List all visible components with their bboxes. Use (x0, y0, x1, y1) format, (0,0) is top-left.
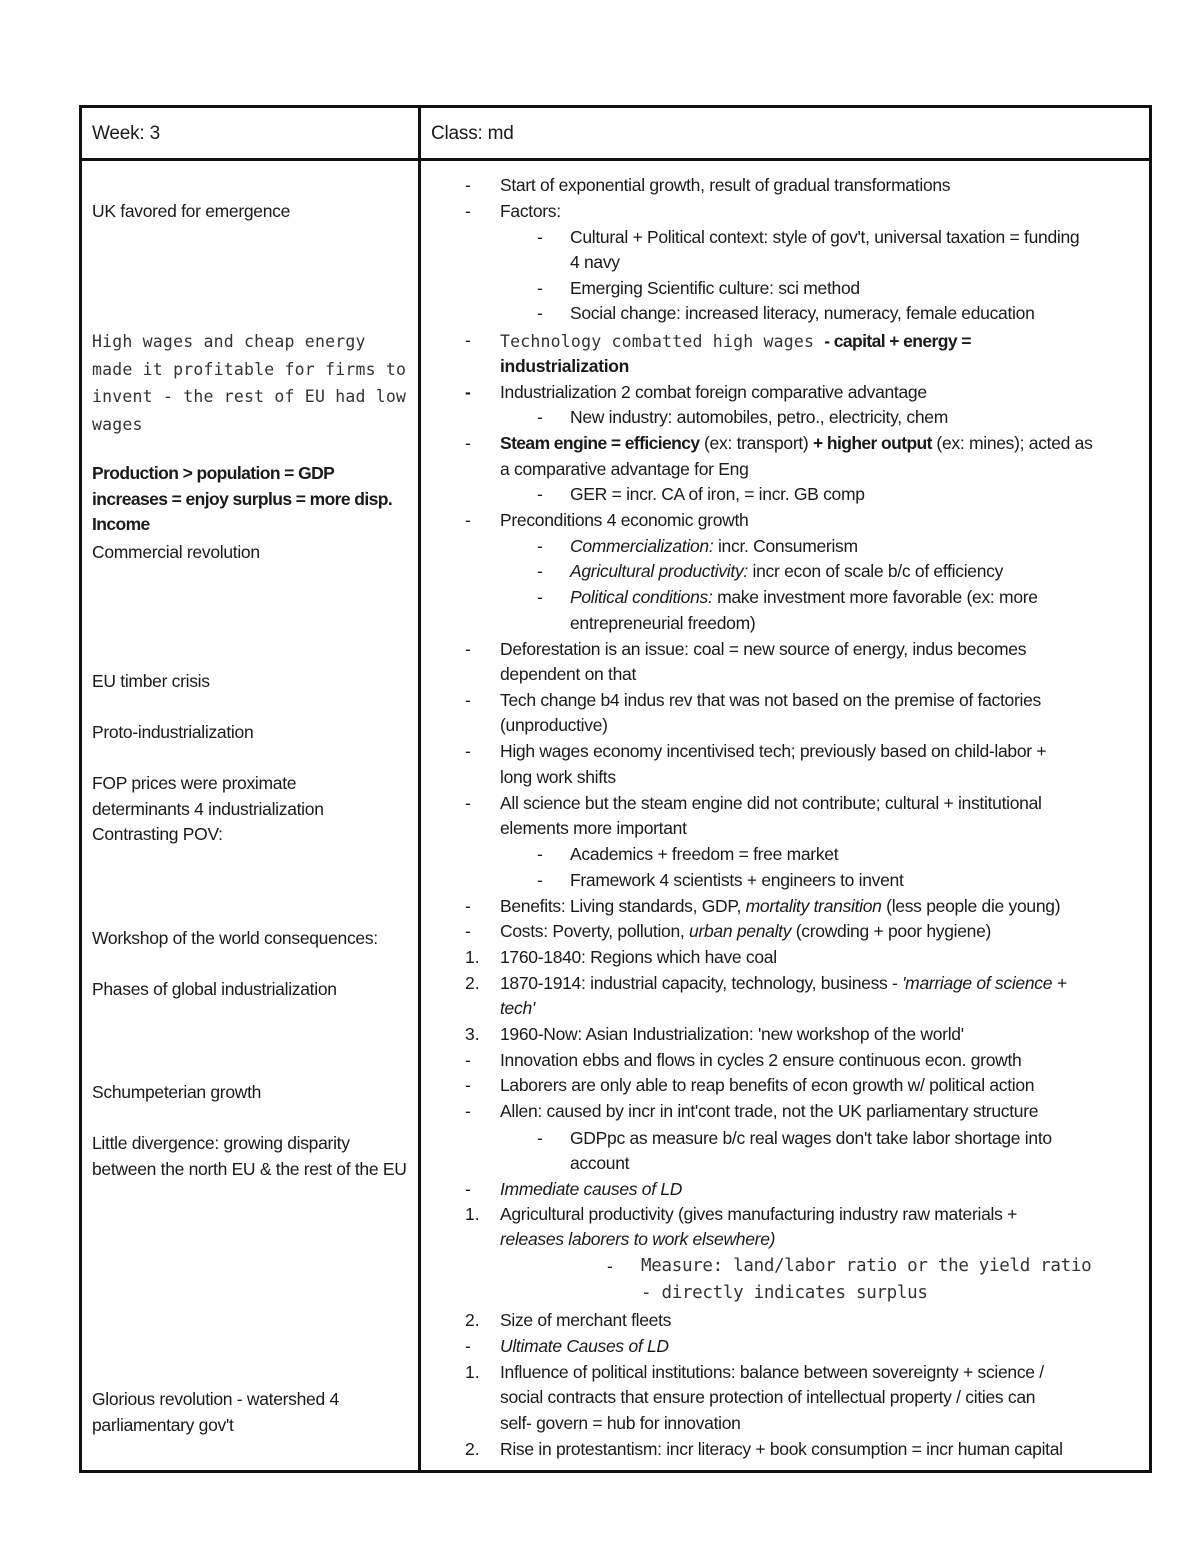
note-line: - directly indicates surplus (641, 1283, 928, 1303)
bullet-dash: - (465, 1101, 471, 1121)
note-line: Academics + freedom = free market (570, 844, 839, 864)
note-line: tech' (500, 998, 535, 1018)
class-label: Class: md (431, 123, 514, 144)
number-marker: 3. (465, 1024, 480, 1044)
note-line: Ultimate Causes of LD (500, 1336, 669, 1356)
plain-text: incr. Consumerism (713, 536, 858, 556)
bullet-dash: - (465, 510, 471, 530)
note-line (570, 585, 1038, 611)
italic-text: mortality transition (745, 896, 882, 916)
note-line: Industrialization 2 combat foreign comparative advantage (500, 382, 927, 402)
cue-commercial: Commercial revolution (92, 542, 260, 562)
plain-text: incr econ of scale b/c of efficiency (747, 561, 1004, 581)
note-line: Influence of political institutions: balance between sovereignty + science / (500, 1362, 1044, 1382)
plain-text: 1870-1914: industrial capacity, technology, business - (500, 973, 903, 993)
sub-bullet-dash: - (537, 587, 543, 607)
italic-text: Political conditions: (570, 587, 713, 607)
bullet-dash: - (465, 433, 471, 453)
note-line (500, 328, 971, 356)
cue-wages: High wages and cheap energy made it profitable for firms to invent - the rest of EU had low wages (92, 332, 407, 434)
bullet-dash: - (465, 793, 471, 813)
cue-fop: FOP prices were proximate determinants 4 industrialization (92, 773, 324, 819)
note-line: Emerging Scientific culture: sci method (570, 278, 860, 298)
plain-text: (less people die young) (881, 896, 1061, 916)
italic-text: Agricultural productivity: (570, 561, 748, 581)
note-line: 1760-1840: Regions which have coal (500, 947, 777, 967)
bullet-dash: - (465, 1336, 471, 1356)
bullet-dash: - (465, 741, 471, 761)
number-marker: 1. (465, 1362, 480, 1382)
sub-bullet-dash: - (537, 278, 543, 298)
cue-phases: Phases of global industrialization (92, 979, 337, 999)
note-line: Tech change b4 indus rev that was not based on the premise of factories (500, 690, 1041, 710)
plain-text: Costs: Poverty, pollution, (500, 921, 690, 941)
bullet-dash: - (465, 1050, 471, 1070)
note-line: Size of merchant fleets (500, 1310, 672, 1330)
bullet-dash: - (465, 639, 471, 659)
note-line: Preconditions 4 economic growth (500, 510, 749, 530)
note-line: releases laborers to work elsewhere) (500, 1229, 776, 1249)
cue-schumpeter: Schumpeterian growth (92, 1082, 262, 1102)
note-line: Agricultural productivity (gives manufacturing industry raw materials + (500, 1204, 1018, 1224)
note-line: long work shifts (500, 767, 616, 787)
number-marker: 2. (465, 1439, 480, 1459)
note-line: GER = incr. CA of iron, = incr. GB comp (570, 484, 865, 504)
bullet-dash: - (465, 382, 471, 402)
note-line: self- govern = hub for innovation (500, 1413, 741, 1433)
note-line (570, 534, 858, 560)
note-line: Allen: caused by incr in int'cont trade, not the UK parliamentary structure (500, 1101, 1039, 1121)
bullet-dash: - (465, 690, 471, 710)
bullet-dash: - (465, 201, 471, 221)
note-line: elements more important (500, 818, 687, 838)
header-row (82, 108, 1149, 161)
note-line: All science but the steam engine did not contribute; cultural + institutional (500, 793, 1042, 813)
plain-text: Benefits: Living standards, GDP, (500, 896, 746, 916)
mono-text: Technology combatted high wages (500, 332, 825, 351)
note-line (500, 919, 991, 945)
bullet-dash: - (465, 330, 471, 350)
note-line: Factors: (500, 201, 561, 221)
number-marker: 1. (465, 1204, 480, 1224)
cue-production: Production > population = GDP increases = enjoy surplus = more disp. Income (92, 463, 393, 534)
note-line: entrepreneurial freedom) (570, 613, 756, 633)
note-line (570, 559, 1003, 585)
note-line (500, 431, 1093, 457)
week-label: Week: 3 (92, 123, 160, 144)
note-line: Framework 4 scientists + engineers to invent (570, 870, 904, 890)
cue-pov: Contrasting POV: (92, 824, 223, 844)
cue-timber: EU timber crisis (92, 671, 210, 691)
sub-bullet-dash: - (537, 484, 543, 504)
cue-workshop: Workshop of the world consequences: (92, 928, 378, 948)
plain-text: (ex: mines); acted as (931, 433, 1093, 453)
note-line: Innovation ebbs and flows in cycles 2 ensure continuous econ. growth (500, 1050, 1022, 1070)
sub-bullet-dash: - (537, 1128, 543, 1148)
note-line: New industry: automobiles, petro., electricity, chem (570, 407, 948, 427)
note-line (500, 894, 1060, 920)
italic-text: Commercialization: (570, 536, 714, 556)
note-line: (unproductive) (500, 715, 608, 735)
number-marker: 2. (465, 1310, 480, 1330)
note-line: Start of exponential growth, result of gradual transformations (500, 175, 951, 195)
note-line: Cultural + Political context: style of gov't, universal taxation = funding (570, 227, 1080, 247)
cue-uk: UK favored for emergence (92, 201, 291, 221)
note-line: a comparative advantage for Eng (500, 459, 749, 479)
italic-text: 'marriage of science + (902, 973, 1067, 993)
note-line: 1960-Now: Asian Industrialization: 'new workshop of the world' (500, 1024, 964, 1044)
note-line: Rise in protestantism: incr literacy + book consumption = incr human capital (500, 1439, 1063, 1459)
bold-text: - capital + energy = (824, 331, 971, 351)
note-line: dependent on that (500, 664, 637, 684)
note-line: Deforestation is an issue: coal = new source of energy, indus becomes (500, 639, 1027, 659)
note-line: Immediate causes of LD (500, 1179, 683, 1199)
bullet-dash: - (465, 921, 471, 941)
note-line: Social change: increased literacy, numeracy, female education (570, 303, 1035, 323)
plain-text: (crowding + poor hygiene) (791, 921, 992, 941)
note-line: account (570, 1153, 630, 1173)
bullet-dash: - (465, 175, 471, 195)
sub-bullet-dash: - (537, 561, 543, 581)
notes-table (79, 105, 1152, 1473)
cue-divergence: Little divergence: growing disparity between the north EU & the rest of the EU (92, 1133, 407, 1179)
cue-proto: Proto-industrialization (92, 722, 254, 742)
sub-bullet-dash: - (537, 407, 543, 427)
sub-bullet-dash: - (537, 844, 543, 864)
plain-text: (ex: transport) (699, 433, 814, 453)
note-line: Measure: land/labor ratio or the yield ratio (641, 1256, 1092, 1276)
note-line: social contracts that ensure protection of intellectual property / cities can (500, 1387, 1036, 1407)
number-marker: 2. (465, 973, 480, 993)
italic-text: urban penalty (689, 921, 792, 941)
note-line: GDPpc as measure b/c real wages don't take labor shortage into (570, 1128, 1052, 1148)
bold-text: + higher output (813, 433, 932, 453)
bold-text: Steam engine = efficiency (500, 433, 700, 453)
plain-text: make investment more favorable (ex: more (712, 587, 1038, 607)
number-marker: 1. (465, 947, 480, 967)
note-line: Laborers are only able to reap benefits of econ growth w/ political action (500, 1075, 1035, 1095)
note-line: industrialization (500, 356, 630, 376)
sub-bullet-dash: - (537, 227, 543, 247)
bullet-dash: - (465, 896, 471, 916)
note-line (500, 971, 1067, 997)
bullet-dash: - (465, 1179, 471, 1199)
sub-sub-bullet-dash: - (607, 1256, 613, 1276)
column-divider (418, 108, 421, 1470)
note-line: 4 navy (570, 252, 620, 272)
sub-bullet-dash: - (537, 303, 543, 323)
note-line: High wages economy incentivised tech; previously based on child-labor + (500, 741, 1047, 761)
sub-bullet-dash: - (537, 870, 543, 890)
cue-glorious: Glorious revolution - watershed 4 parliamentary gov't (92, 1389, 339, 1435)
sub-bullet-dash: - (537, 536, 543, 556)
bullet-dash: - (465, 1075, 471, 1095)
